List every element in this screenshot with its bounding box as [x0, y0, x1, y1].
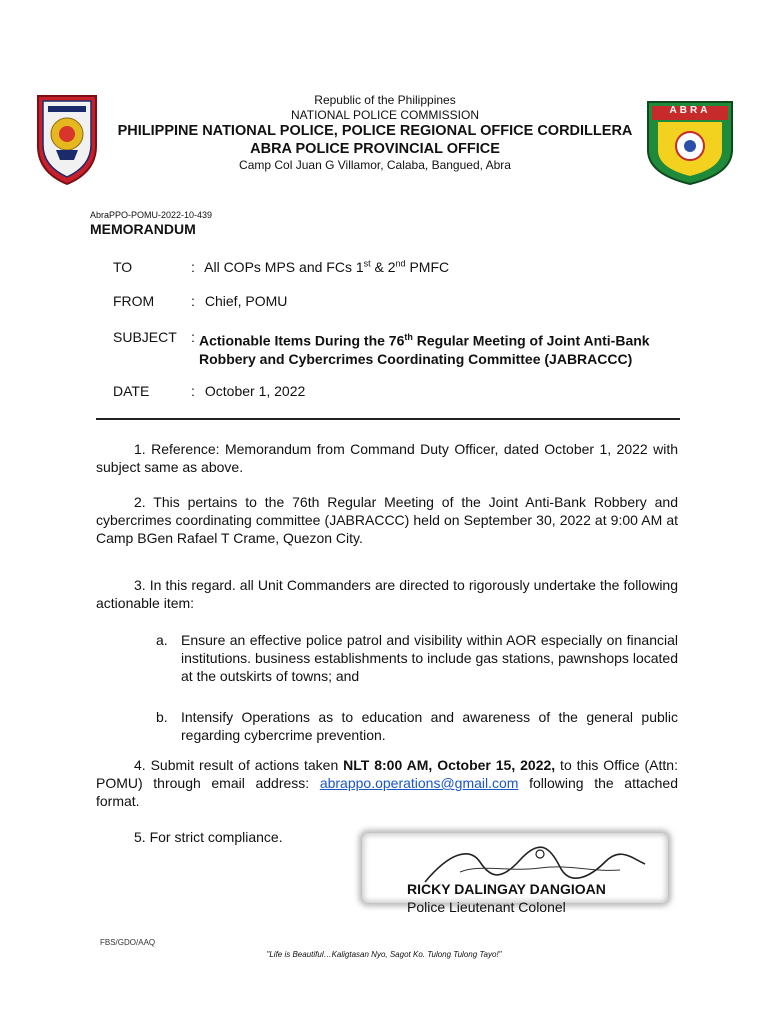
to-value: All COPs MPS and FCs 1st & 2nd PMFC [204, 258, 450, 275]
paragraph-2: 2. This pertains to the 76th Regular Meeting of the Joint Anti-Bank Robbery and cybercrimes coordinating committee (JABRACCC) held on September 30, 2022 at 9:00 AM at Camp BGen Rafael T Crame, Quezon City. [96, 494, 678, 546]
date-label: DATE [113, 383, 150, 399]
paragraph-4: 4. Submit result of actions taken NLT 8:00 AM, October 15, 2022, to this Office (Attn: POMU) through email address: abrappo.operations@gmail.com following the attached format. [96, 757, 678, 809]
header-abra-ppo: ABRA POLICE PROVINCIAL OFFICE [250, 141, 500, 157]
signatory-rank: Police Lieutenant Colonel [407, 899, 566, 915]
paragraph-1: 1. Reference: Memorandum from Command Duty Officer, dated October 1, 2022 with subject same as above. [96, 441, 678, 475]
memorandum-title: MEMORANDUM [90, 221, 196, 237]
abra-seal-logo [646, 100, 734, 186]
subject-row: SUBJECT : [113, 329, 195, 345]
header-address: Camp Col Juan G Villamor, Calaba, Bangued, Abra [239, 158, 511, 172]
header-pnp-office: PHILIPPINE NATIONAL POLICE, POLICE REGIONAL OFFICE CORDILLERA [117, 123, 633, 139]
email-link[interactable]: abrappo.operations@gmail.com [319, 775, 519, 791]
abra-banner-text: ABRA [669, 105, 711, 116]
list-item-a: a. Ensure an effective police patrol and visibility within AOR especially on financial institutions. business establishments to include gas stations, pawnshops located at the outskirts of towns; and [156, 632, 678, 684]
header-napolcom: NATIONAL POLICE COMMISSION [290, 108, 480, 122]
paragraph-3: 3. In this regard. all Unit Commanders are directed to rigorously undertake the following actionable item: [96, 577, 678, 611]
subject-label: SUBJECT [113, 329, 177, 345]
footer-motto: "Life is Beautiful…Kaligtasan Nyo, Sagot Ko. Tulong Tulong Tayo!" [266, 950, 502, 959]
date-row: DATE : October 1, 2022 [113, 383, 306, 399]
signatory-name: RICKY DALINGAY DANGIOAN [407, 881, 606, 897]
reference-number: AbraPPO-POMU-2022-10-439 [90, 210, 213, 220]
preparer-initials: FBS/GDO/AAQ [100, 938, 156, 947]
header-divider [96, 418, 680, 420]
to-row: TO : All COPs MPS and FCs 1st & 2nd PMFC [113, 258, 450, 275]
pnp-seal-logo [34, 90, 100, 186]
date-value: October 1, 2022 [204, 383, 306, 399]
to-label: TO [113, 258, 133, 275]
list-item-b: b. Intensify Operations as to education and awareness of the general public regarding cybercrime prevention. [156, 709, 678, 743]
from-value: Chief, POMU [204, 293, 288, 309]
header-republic: Republic of the Philippines [314, 93, 456, 107]
paragraph-5: 5. For strict compliance. [134, 829, 283, 845]
from-row: FROM : Chief, POMU [113, 293, 288, 309]
from-label: FROM [113, 293, 155, 309]
subject-value: Actionable Items During the 76th Regular Meeting of Joint Anti-Bank Robbery and Cybercrimes Coordinating Committee (JABRACCC) [199, 332, 650, 367]
